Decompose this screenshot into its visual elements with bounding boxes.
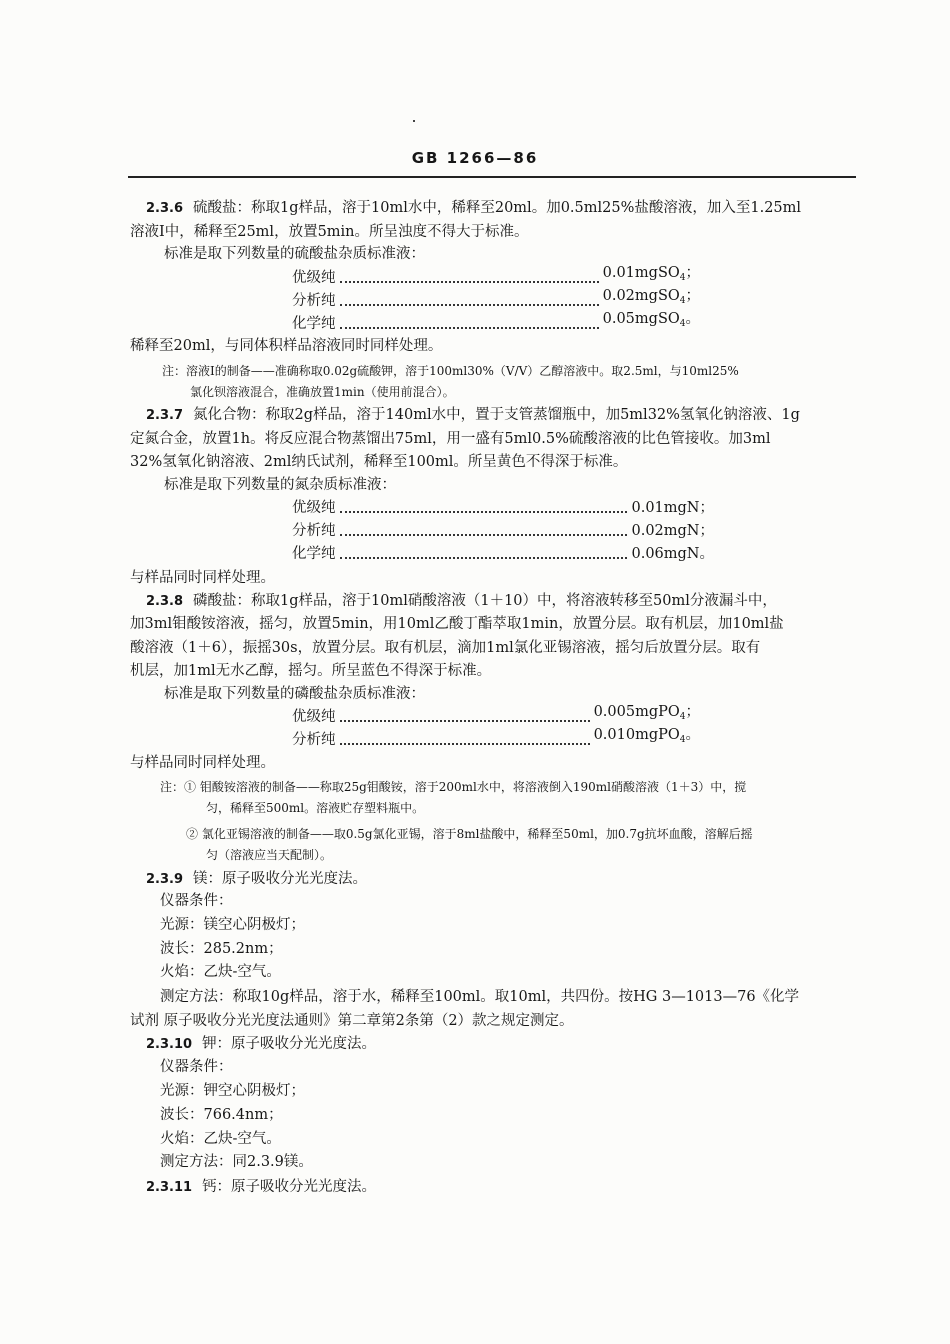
- note-ammonium-molybdate: 注：① 钼酸铵溶液的制备——称取25g钼酸铵，溶于200ml水中，将溶液倒入190ml硝酸溶液（1＋3）中，搅: [160, 780, 747, 794]
- note-ammonium-molybdate-cont: 匀，稀释至500ml。溶液贮存塑料瓶中。: [206, 801, 425, 815]
- section-2-3-6-after: 稀释至20ml，与同体积样品溶液同时同样处理。: [130, 338, 443, 354]
- standard-entry: 分析纯 0.010mgPO$_4$。: [292, 727, 700, 748]
- section-number: 2.3.6: [146, 201, 184, 216]
- section-2-3-9-wavelength: 波长：285.2nm；: [160, 941, 283, 957]
- section-number: 2.3.10: [146, 1037, 193, 1052]
- section-2-3-9-light: 光源：镁空心阴极灯；: [160, 917, 305, 933]
- section-2-3-9-method-2: 试剂 原子吸收分光光度法通则》第二章第2条第（2）款之规定测定。: [130, 1013, 574, 1029]
- section-2-3-7-line-2: 定氮合金，放置1h。将反应混合物蒸馏出75ml，用一盛有5ml0.5%硫酸溶液的比色管接收。加3ml: [130, 431, 771, 447]
- section-2-3-6-line-2: 溶液Ⅰ中，稀释至25ml，放置5min。所呈浊度不得大于标准。: [130, 224, 529, 240]
- section-2-3-8-intro: 标准是取下列数量的磷酸盐杂质标准液：: [164, 686, 425, 702]
- standard-entry: 分析纯 0.02mgN；: [292, 523, 714, 539]
- section-2-3-9-method-1: 测定方法：称取10g样品，溶于水，稀释至100ml。取10ml，共四份。按HG 3—1013—76《化学: [160, 989, 800, 1005]
- section-number: 2.3.11: [146, 1180, 193, 1195]
- standard-entry: 优级纯 0.01mgN；: [292, 500, 714, 516]
- section-2-3-7-line-3: 32%氢氧化钠溶液、2ml纳氏试剂，稀释至100ml。所呈黄色不得深于标准。: [130, 454, 628, 470]
- scan-speck: [413, 120, 415, 122]
- note-solution-1: 注：溶液Ⅰ的制备——准确称取0.02g硫酸钾，溶于100ml30%（V/V）乙醇溶液中。取2.5ml，与10ml25%: [162, 364, 739, 378]
- section-2-3-6-intro: 标准是取下列数量的硫酸盐杂质标准液：: [164, 246, 425, 262]
- section-2-3-9-conditions: 仪器条件：: [160, 893, 233, 909]
- section-2-3-10-light: 光源：钾空心阴极灯；: [160, 1083, 305, 1099]
- note-stannous-chloride-cont: 匀（溶液应当天配制）。: [206, 848, 333, 862]
- header-rule: [128, 176, 856, 178]
- section-2-3-10-flame: 火焰：乙炔-空气。: [160, 1131, 281, 1147]
- section-2-3-7-line-1: 2.3.7 氮化合物：称取2g样品，溶于140ml水中，置于支管蒸馏瓶中，加5ml32%氢氧化钠溶液、1g: [146, 407, 800, 423]
- standard-entry: 优级纯 0.01mgSO$_4$；: [292, 265, 700, 286]
- section-number: 2.3.8: [146, 594, 184, 609]
- section-2-3-10-title: 2.3.10 钾：原子吸收分光光度法。: [146, 1036, 377, 1052]
- section-2-3-6-line-1: 2.3.6 硫酸盐：称取1g样品，溶于10ml水中，稀释至20ml。加0.5ml25%盐酸溶液，加入至1.25ml: [146, 200, 802, 216]
- standard-entry: 化学纯 0.06mgN。: [292, 546, 714, 562]
- section-2-3-8-line-3: 酸溶液（1＋6），振摇30s，放置分层。取有机层，滴加1ml氯化亚锡溶液，摇匀后放置分层。取有: [130, 640, 761, 656]
- standard-entry: 优级纯 0.005mgPO$_4$；: [292, 704, 700, 725]
- section-2-3-8-line-2: 加3ml钼酸铵溶液，摇匀，放置5min，用10ml乙酸丁酯萃取1min，放置分层。取有机层，加10ml盐: [130, 616, 784, 632]
- note-solution-1-cont: 氯化钡溶液混合，准确放置1min（使用前混合）。: [190, 385, 455, 399]
- section-2-3-8-line-1: 2.3.8 磷酸盐：称取1g样品，溶于10ml硝酸溶液（1＋10）中，将溶液转移至50ml分液漏斗中，: [146, 593, 777, 609]
- section-2-3-11-title: 2.3.11 钙：原子吸收分光光度法。: [146, 1179, 377, 1195]
- section-2-3-10-conditions: 仪器条件：: [160, 1059, 233, 1075]
- section-number: 2.3.7: [146, 408, 184, 423]
- section-2-3-9-title: 2.3.9 镁：原子吸收分光光度法。: [146, 871, 368, 887]
- section-2-3-8-line-4: 机层，加1ml无水乙醇，摇匀。所呈蓝色不得深于标准。: [130, 663, 492, 679]
- standard-entry: 化学纯 0.05mgSO$_4$。: [292, 311, 700, 332]
- note-stannous-chloride: ② 氯化亚锡溶液的制备——取0.5g氯化亚锡，溶于8ml盐酸中，稀释至50ml，加0.7g抗坏血酸，溶解后摇: [186, 827, 753, 841]
- section-2-3-10-wavelength: 波长：766.4nm；: [160, 1107, 283, 1123]
- section-number: 2.3.9: [146, 872, 184, 887]
- section-2-3-10-method: 测定方法：同2.3.9镁。: [160, 1154, 313, 1170]
- section-2-3-9-flame: 火焰：乙炔-空气。: [160, 964, 281, 980]
- section-2-3-8-after: 与样品同时同样处理。: [130, 755, 275, 771]
- section-2-3-7-after: 与样品同时同样处理。: [130, 570, 275, 586]
- standard-entry: 分析纯 0.02mgSO$_4$；: [292, 288, 700, 309]
- page-header: GB 1266—86: [411, 149, 539, 167]
- section-2-3-7-intro: 标准是取下列数量的氮杂质标准液：: [164, 477, 396, 493]
